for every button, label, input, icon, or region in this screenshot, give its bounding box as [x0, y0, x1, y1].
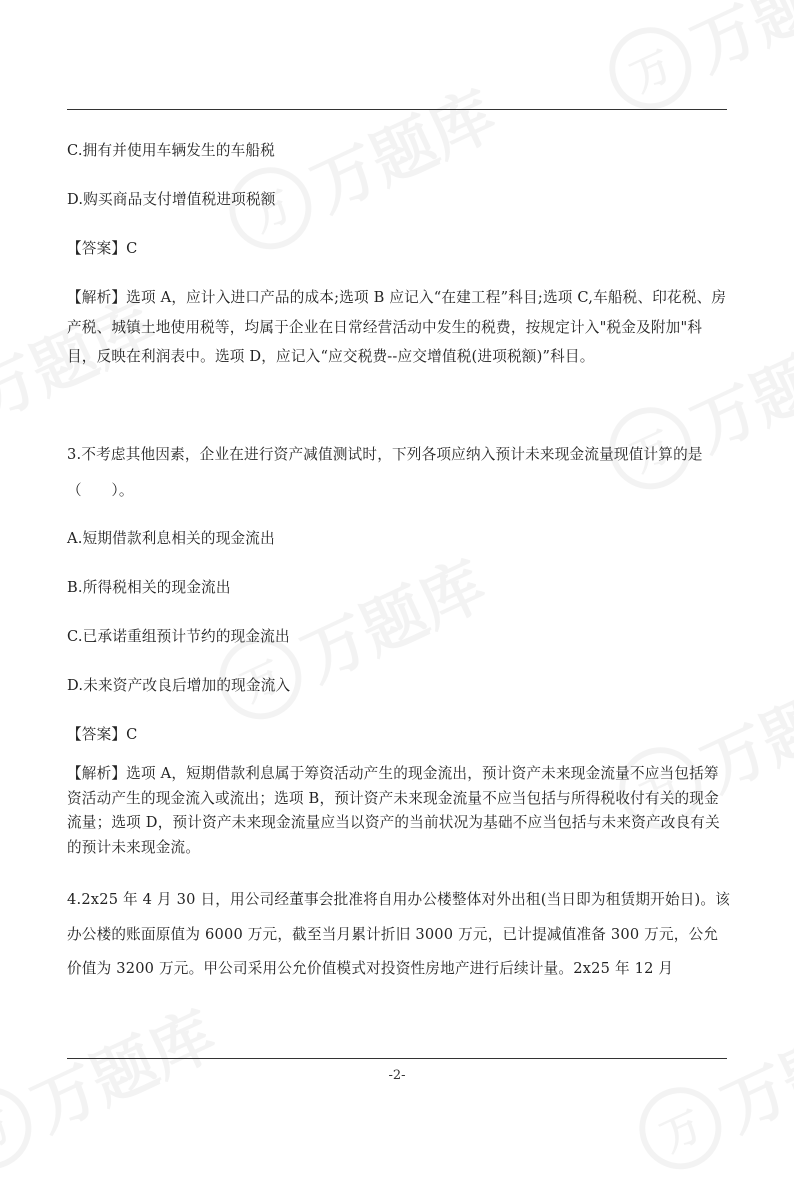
q3-stem: 3.不考虑其他因素，企业在进行资产减值测试时，下列各项应纳入预计未来现金流量现值计算的是（ ）。 — [67, 446, 703, 499]
footer-rule — [67, 1058, 727, 1059]
q2-answer: 【答案】C — [67, 240, 138, 257]
q3-option-c: C.已承诺重组预计节约的现金流出 — [67, 628, 290, 645]
q3-option-a: A.短期借款利息相关的现金流出 — [67, 530, 275, 547]
watermark-logo — [624, 985, 794, 1187]
q4-stem: 4.2x25 年 4 月 30 日，用公司经董事会批准将自用办公楼整体对外出租(当日即为租赁期开始日)。该办公楼的账面原值为 6000 万元，截至当月累计折旧 3000 万元，已计提减值准备 300 万元，公允价值为 3200 万元。甲公司采用公允价值模式对投资性房地产进行后续计量。2x25 年 12 月 — [67, 891, 731, 977]
q3-option-b: B.所得税相关的现金流出 — [67, 579, 231, 596]
q3-analysis: 【解析】选项 A，短期借款利息属于筹资活动产生的现金流出，预计资产未来现金流量不应当包括筹资活动产生的现金流入或流出；选项 B，预计资产未来现金流量不应当包括与所得税收付有关的现金流量；选项 D，预计资产未来现金流量应当以资产的当前状况为基础不应当包括与未来资产改良有关的预计未来现金流。 — [67, 765, 720, 856]
watermark-logo — [0, 985, 228, 1187]
q2-option-d: D.购买商品支付增值税进项税额 — [67, 191, 276, 208]
q3-option-d: D.未来资产改良后增加的现金流入 — [67, 677, 291, 694]
page-number: -2- — [388, 1068, 406, 1083]
q2-analysis: 【解析】选项 A，应计入进口产品的成本;选项 B 应记入“在建工程”科目;选项 C,车船税、印花税、房产税、城镇土地使用税等，均属于企业在日常经营活动中发生的税费，按规定计入"税金及附加"科目，反映在利润表中。选项 D，应记入“应交税费--应交增值税(进项税额)”科目。 — [67, 289, 727, 365]
q2-option-c: C.拥有并使用车辆发生的车船税 — [67, 142, 276, 159]
q3-answer: 【答案】C — [67, 726, 138, 743]
header-rule — [67, 109, 727, 110]
